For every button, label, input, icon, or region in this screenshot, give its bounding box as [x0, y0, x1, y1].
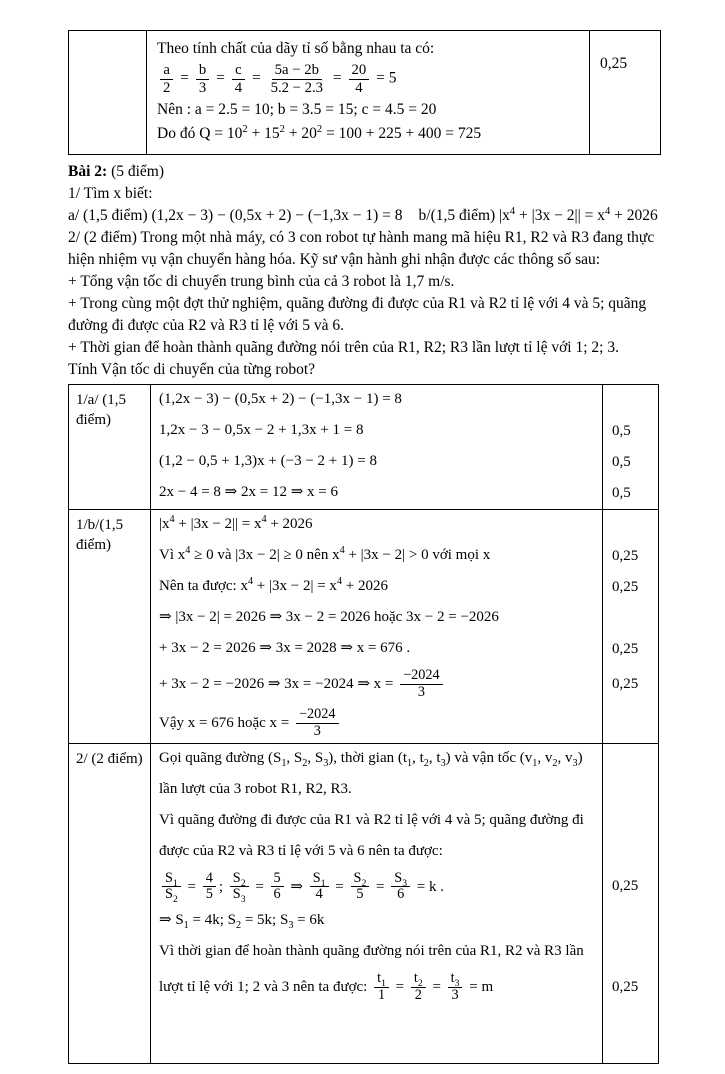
- solution-line: [151, 447, 658, 478]
- solution-line: [151, 510, 658, 541]
- math-line: $|x^4 + |3x - 2|| = x^4 + 2026$: [159, 513, 313, 532]
- solution-line: [151, 541, 658, 572]
- row-label: 1/b/(1,5 điểm): [69, 510, 151, 743]
- math-line: lượt tỉ lệ với 1; 2 và 3 nên ta được: $\frac{t_1}{1}$ = $\frac{t_2}{2}$ = $\frac{t_3}{3}$ = m: [159, 970, 494, 1004]
- math-line: $\frac{a}{2}$ = $\frac{b}{3}$ = $\frac{c}{4}$ = $\frac{5a - 2b}{5.2 - 2.3}$ = $\frac{20}{4}$ = 5: [157, 61, 579, 97]
- math-line: lần lượt của 3 robot R1, R2, R3.: [159, 780, 352, 797]
- points-cell: 0,25: [589, 31, 660, 154]
- row-content: [151, 385, 658, 509]
- math-line: ⇒ $S_1 = 4k$; $S_2 = 5k$; $S_3 = 6k$: [159, 912, 325, 932]
- row-label: 1/a/ (1,5 điểm): [69, 385, 151, 509]
- points-cell: [602, 775, 658, 806]
- math-line: (1,2 − 0,5 + 1,3)x + (−3 − 2 + 1) = 8: [159, 452, 377, 469]
- solution-line: [151, 385, 658, 416]
- math-line: [151, 1007, 602, 1063]
- problem-paragraph: 2/ (2 điểm) Trong một nhà máy, có 3 con robot tự hành mang mã hiệu R1, R2 và R3 đang thực hiện nhiệm vụ vận chuyển hàng hóa. Kỹ sư vận hành ghi nhận được các thông số sau:: [68, 228, 655, 268]
- points-cell: [602, 806, 658, 837]
- question-line: Tính Vận tốc di chuyển của từng robot?: [68, 360, 316, 378]
- problem-statement: [68, 161, 659, 381]
- math-line: 1,2x − 3 − 0,5x − 2 + 1,3x + 1 = 8: [159, 421, 364, 438]
- points-cell: [602, 510, 658, 541]
- row-content: [151, 510, 658, 743]
- math-line: Vì quãng đường đi được của R1 và R2 tỉ lệ với 4 và 5; quãng đường đi: [159, 811, 584, 828]
- subtask-title: 1/ Tìm x biết:: [68, 184, 153, 202]
- subtask-a: a/ (1,5 điểm) (1,2x − 3) − (0,5x + 2) − (−1,3x − 1) = 8: [68, 206, 403, 224]
- problem-points: (5 điểm): [107, 162, 165, 180]
- points-cell: [602, 906, 658, 937]
- solution-line: [151, 806, 658, 837]
- math-line: Gọi quãng đường ($S_1$, $S_2$, $S_3$), thời gian ($t_1$, $t_2$, $t_3$) và vận tốc ($v_1$, $v_2$, $v_3$): [159, 749, 583, 769]
- math-line: Vì thời gian để hoàn thành quãng đường nói trên của R1, R2 và R3 lần: [159, 943, 584, 960]
- solution-line: [151, 634, 658, 665]
- bullet-distance-ratio: + Trong cùng một đợt thử nghiệm, quãng đường đi được của R1 và R2 tỉ lệ với 4 và 5; quãng đường đi được của R2 và R3 tỉ lệ với 5 và 6.: [68, 294, 647, 334]
- math-line: Theo tính chất của dãy tỉ số bằng nhau ta có:: [157, 40, 435, 57]
- math-line: Do đó $Q = 10^2 + 15^2 + 20^2 = 100 + 225 + 400 = 725$: [157, 124, 482, 143]
- math-line: $\frac{S_1}{S_2}$ = $\frac{4}{5}$ ; $\frac{S_2}{S_3}$ = $\frac{5}{6}$ ⇒ $\frac{S_1}{4}$ = $\frac{S_2}{5}$ = $\frac{S_3}{6}$ = k .: [151, 868, 602, 907]
- solution-line: [151, 1007, 658, 1063]
- problem-number: Bài 2:: [68, 162, 108, 180]
- points-cell: 0,25: [602, 541, 658, 572]
- solution-line: [151, 775, 658, 806]
- row-label: 2/ (2 điểm): [69, 744, 151, 1064]
- math-line: + 3x − 2 = 2026 ⇒ 3x = 2028 ⇒ x = 676 .: [159, 639, 411, 656]
- math-line: 2x − 4 = 8 ⇒ 2x = 12 ⇒ x = 6: [159, 483, 338, 500]
- solution-line: [151, 837, 658, 868]
- math-line: Nên : a = 2.5 = 10; b = 3.5 = 15; c = 4.5 = 20: [157, 101, 437, 119]
- points-cell: 0,5: [602, 416, 658, 447]
- bullet-total-speed: + Tổng vận tốc di chuyển trung bình của cả 3 robot là 1,7 m/s.: [68, 272, 455, 290]
- problem-heading: [68, 161, 659, 183]
- points-cell: [602, 837, 658, 868]
- solution-line: [151, 968, 658, 1007]
- subtask-b: b/(1,5 điểm) $|x^4 + |3x - 2|| = x^4 + 2026$: [418, 205, 658, 224]
- points-cell: 0,25: [602, 634, 658, 665]
- math-line: Nên ta được: $x^4 + |3x - 2| = x^4 + 2026$: [159, 575, 388, 594]
- solution-line: [151, 416, 658, 447]
- points-cell: 0,5: [602, 447, 658, 478]
- table-row: [69, 743, 658, 1064]
- bullet-time-ratio: + Thời gian để hoàn thành quãng đường nói trên của R1, R2; R3 lần lượt tỉ lệ với 1; 2; 3.: [68, 338, 619, 356]
- solution-line: [151, 704, 658, 743]
- table-row: [69, 385, 658, 509]
- solution-line: [151, 603, 658, 634]
- math-line: ⇒ |3x − 2| = 2026 ⇒ 3x − 2 = 2026 hoặc 3x − 2 = −2026: [159, 608, 499, 625]
- solution-line: [151, 478, 658, 509]
- solution-line: [151, 868, 658, 907]
- math-line: + 3x − 2 = −2026 ⇒ 3x = −2024 ⇒ x = $\frac{-2024}{3}$: [151, 665, 602, 704]
- solution-line: [151, 572, 658, 603]
- math-line: được của R2 và R3 tỉ lệ với 5 và 6 nên ta được:: [159, 842, 443, 859]
- row-content: [151, 744, 658, 1064]
- math-line: Vậy x = 676 hoặc x = $\frac{-2024}{3}$: [151, 704, 602, 743]
- solution-line: [151, 937, 658, 968]
- table-row: [69, 509, 658, 743]
- subtask-ab-line: [68, 205, 659, 227]
- points-cell: 0,25: [602, 868, 658, 907]
- solution-line: [151, 665, 658, 704]
- empty-label-cell: [69, 31, 147, 154]
- math-line: (1,2x − 3) − (0,5x + 2) − (−1,3x − 1) = 8: [159, 390, 402, 407]
- points-cell: [602, 603, 658, 634]
- solution-line: [151, 744, 658, 775]
- math-line: Vì $x^4 \ge 0$ và |3x − 2| ≥ 0 nên $x^4 + |3x - 2| > 0$ với mọi x: [159, 544, 491, 563]
- solution-table: [68, 384, 659, 1065]
- answer-content-cell: [147, 31, 589, 154]
- points-cell: 0,5: [602, 478, 658, 509]
- points-cell: 0,25: [602, 665, 658, 704]
- points-cell: [602, 1007, 658, 1063]
- points-cell: [602, 704, 658, 743]
- points-cell: [602, 744, 658, 775]
- points-cell: [602, 937, 658, 968]
- points-cell: [602, 385, 658, 416]
- points-cell: 0,25: [602, 968, 658, 1007]
- points-cell: 0,25: [602, 572, 658, 603]
- solution-line: [151, 906, 658, 937]
- previous-answer-table: [68, 30, 661, 155]
